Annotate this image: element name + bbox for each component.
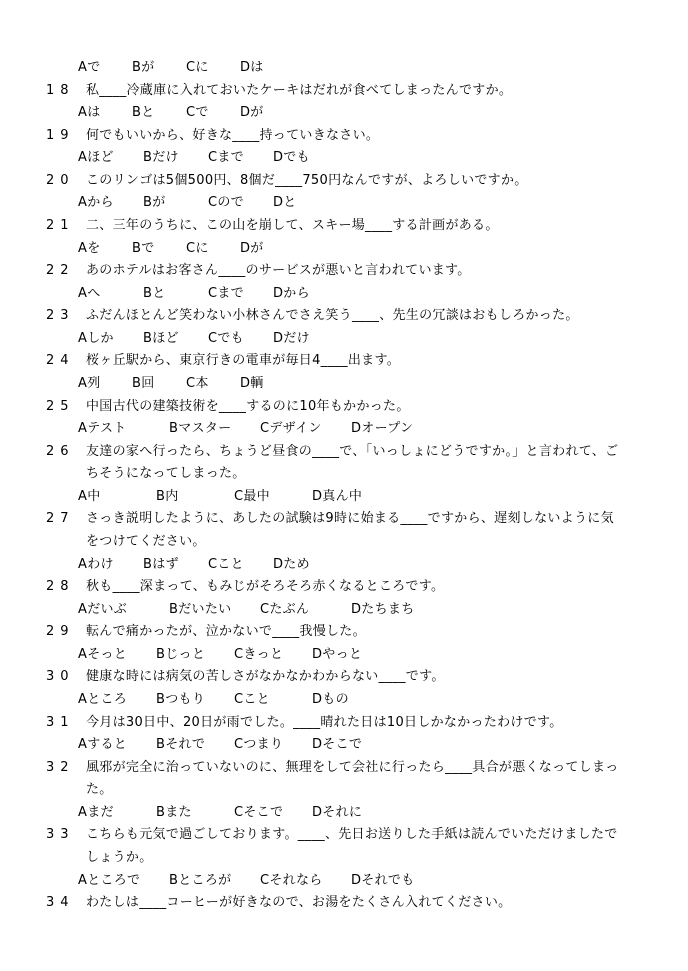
answer-option: Aところ [78,691,128,707]
answer-option: Aを [78,240,101,256]
answer-option: Cつまり [234,737,284,753]
answer-option: Aわけ [78,556,114,572]
question-text: 何でもいいから、好きな____持っていきなさい。 [86,127,380,143]
answer-option: Bだけ [143,150,179,166]
question [46,895,511,911]
question-number: 27 [46,511,75,527]
answer-option: Cに [186,60,209,75]
answer-option: Dは [240,60,264,75]
answer-option: Cでも [208,330,244,346]
answer-option: Cそこで [234,804,284,820]
question-number: 29 [46,624,75,640]
question-text: 桜ヶ丘駅から、東京行きの電車が毎日4____出ます。 [86,353,401,369]
answer-options [78,286,338,302]
answer-option: Cきっと [234,646,284,662]
question [46,579,444,595]
question-text-continuation: た。 [86,782,113,798]
question [46,444,618,460]
answer-option: Aで [78,60,101,75]
answer-option: Bが [132,60,155,75]
answer-option: Cので [208,195,244,211]
answer-option: Aしか [78,330,114,346]
answer-option: A列 [78,375,101,391]
answer-option: Cまで [208,285,244,301]
answer-option: Dから [273,285,310,301]
question [46,827,618,843]
answer-options [78,60,294,76]
answer-option: Bと [132,105,155,121]
answer-option: Aほど [78,150,114,166]
answer-option: Bほど [143,330,179,346]
answer-option: Bそれで [156,737,206,753]
answer-option: Dやっと [312,646,363,662]
answer-option: C最中 [234,488,270,504]
question-number: 26 [46,443,75,459]
answer-option: Aそっと [78,646,128,662]
question-number: 24 [46,353,75,369]
answer-options [78,557,338,573]
question-text: あのホテルはお客さん____のサービスが悪いと言われています。 [86,263,471,279]
answer-option: Cたぶん [260,601,310,617]
question-number: 33 [46,827,75,843]
question-number: 34 [46,895,75,911]
answer-option: Aところで [78,872,141,888]
question-number: 28 [46,579,75,595]
answer-options [78,195,338,211]
answer-option: Bまた [156,804,192,820]
answer-option: Dそれに [312,804,363,820]
answer-option: Dでも [273,150,310,166]
answer-option: Dそこで [312,737,363,753]
question [46,399,410,415]
answer-option: Cデザイン [260,421,322,437]
answer-option: Bじっと [156,646,206,662]
question [46,669,445,685]
question [46,263,471,279]
answer-option: Dため [273,556,310,572]
answer-option: Bと [143,285,166,301]
answer-option: Cこと [208,556,244,572]
answer-option: Bが [143,195,166,211]
answer-option: Aだいぶ [78,601,128,617]
answer-option: Dオープン [351,421,414,437]
question-number: 25 [46,398,75,414]
question-text: 私____冷蔵庫に入れておいたケーキはだれが食べてしまったんですか。 [86,82,513,98]
answer-options [78,873,442,889]
question [46,624,366,640]
answer-option: Bところが [169,872,232,888]
question-number: 19 [46,127,75,143]
question-number: 32 [46,759,75,775]
answer-option: Bつもり [156,691,206,707]
answer-option: Aすると [78,737,128,753]
question-text: 友達の家へ行ったら、ちょうど昼食の____で、「いっしょにどうですか。」と言われて、ご [86,443,619,459]
answer-option: D真ん中 [312,488,363,504]
answer-option: Dと [273,195,297,211]
answer-options [78,331,338,347]
question [46,511,614,527]
question [46,308,579,324]
answer-option: B内 [156,488,179,504]
question [46,715,563,731]
answer-option: Bだいたい [169,601,232,617]
answer-option: Aテスト [78,421,127,437]
answer-options [78,805,390,821]
answer-option: Aから [78,195,114,211]
answer-options [78,150,338,166]
question-number: 30 [46,669,75,685]
question-number: 22 [46,263,75,279]
answer-option: Bマスター [169,421,232,437]
answer-options [78,692,390,708]
question-text: 転んで痛かったが、泣かないで____我慢した。 [86,624,366,640]
answer-option: Dそれでも [351,872,415,888]
answer-option: Dもの [312,691,349,707]
question-text-continuation: しょうか。 [86,849,153,865]
answer-option: Aは [78,105,101,121]
answer-option: Cそれなら [260,872,323,888]
question-text: 今月は30日中、20日が雨でした。____晴れた日は10日しかなかったわけです。 [86,714,563,730]
answer-options [78,105,294,121]
answer-option: Cに [186,240,209,256]
question [46,353,400,369]
question-text: 中国古代の建築技術を____するのに10年もかかった。 [86,398,410,414]
answer-option: Cで [186,105,209,121]
answer-option: Dだけ [273,330,310,346]
answer-option: B回 [132,375,155,391]
answer-option: Bはず [143,556,179,572]
answer-option: C本 [186,375,209,391]
answer-options [78,602,442,618]
question-text-continuation: をつけてください。 [86,533,206,549]
answer-option: D輌 [240,375,264,391]
question-text: 秋も____深まって、もみじがそろそろ赤くなるところです。 [86,579,445,595]
question-text: 風邪が完全に治っていないのに、無理をして会社に行ったら____具合が悪くなってしまっ [86,759,619,775]
answer-options [78,489,390,505]
question-number: 18 [46,82,75,98]
question-text: 二、三年のうちに、この山を崩して、スキー場____する計画がある。 [86,217,499,233]
question-text: わたしは____コーヒーが好きなので、お湯をたくさん入れてください。 [86,895,512,911]
answer-options [78,241,294,257]
question-text: ふだんほとんど笑わない小林さんでさえ笑う____、先生の冗談はおもしろかった。 [86,308,579,324]
answer-options [78,376,294,392]
answer-option: A中 [78,488,101,504]
answer-option: Dが [240,105,264,121]
answer-options [78,647,390,663]
answer-option: Bで [132,240,155,256]
answer-option: Dが [240,240,264,256]
question [46,173,528,189]
answer-options [78,737,390,753]
question-text: さっき説明したように、あしたの試験は9時に始まる____ですから、遅刻しないように気 [86,511,614,527]
question [46,83,512,99]
answer-option: Aまだ [78,804,114,820]
question-number: 20 [46,172,75,188]
answer-option: Cこと [234,691,270,707]
question [46,760,619,776]
question-number: 23 [46,308,75,324]
question-number: 21 [46,217,75,233]
question-number: 31 [46,714,75,730]
question-text: このリンゴは5個500円、8個だ____750円なんですが、よろしいですか。 [86,172,528,188]
question [46,218,499,234]
question-text: こちらも元気で過ごしております。____、先日お送りした手紙は読んでいただけましたで [86,827,618,843]
question-text: 健康な時には病気の苦しさがなかなかわからない____です。 [86,669,445,685]
question-text-continuation: ちそうになってしまった。 [86,466,246,482]
answer-options [78,421,442,437]
answer-option: Aへ [78,285,101,301]
answer-option: Dたちまち [351,601,415,617]
question [46,128,379,144]
answer-option: Cまで [208,150,244,166]
